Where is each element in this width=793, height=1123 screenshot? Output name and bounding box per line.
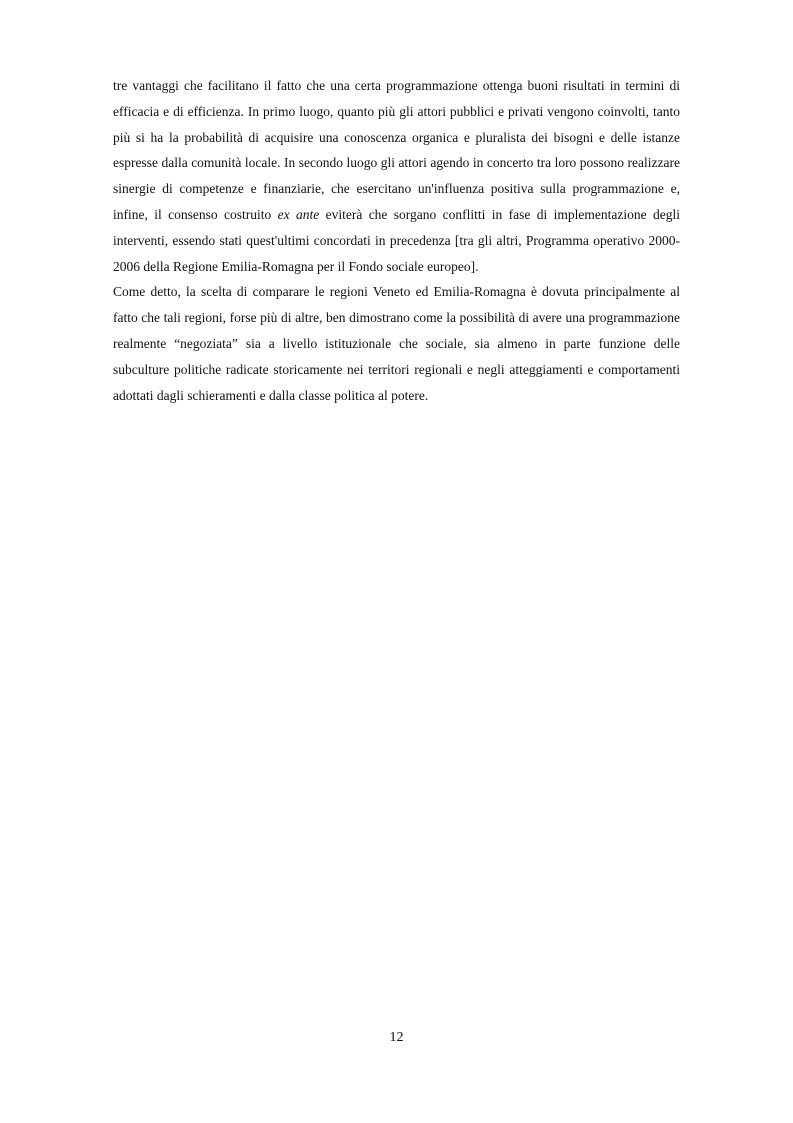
paragraph-1 [113, 73, 680, 279]
paragraph-1-italic-term: ex ante [277, 206, 320, 222]
page-number: 12 [389, 1030, 404, 1045]
paragraph-2-text: Come detto, la scelta di comparare le regioni Veneto ed Emilia-Romagna è dovuta principalmente al fatto che tali regioni, forse più di altre, ben dimostrano come la possibilità di avere una programmazione realmente “negoziata” sia a livello istituzionale che sociale, sia almeno in parte funzione delle subculture politiche radicate storicamente nei territori regionali e negli atteggiamenti e comportamenti adottati dagli schieramenti e dalla classe politica al potere. [113, 284, 680, 403]
paragraph-1-text-after: eviterà che sorgano conflitti in fase di implementazione degli interventi, essendo stati quest'ultimi concordati in precedenza [tra gli altri, Programma operativo 2000-2006 della Regione Emilia-Romagna per il Fondo sociale europeo]. [113, 206, 680, 274]
document-body [113, 73, 680, 408]
paragraph-2 [113, 279, 680, 408]
paragraph-1-text-before: tre vantaggi che facilitano il fatto che una certa programmazione ottenga buoni risultati in termini di efficacia e di efficienza. In primo luogo, quanto più gli attori pubblici e privati vengono coinvolti, tanto più si ha la probabilità di acquisire una conoscenza organica e pluralista dei bisogni e delle istanze espresse dalla comunità locale. In secondo luogo gli attori agendo in concerto tra loro possono realizzare sinergie di competenze e finanziarie, che esercitano un'influenza positiva sulla programmazione e, infine, il consenso costruito [113, 78, 680, 222]
